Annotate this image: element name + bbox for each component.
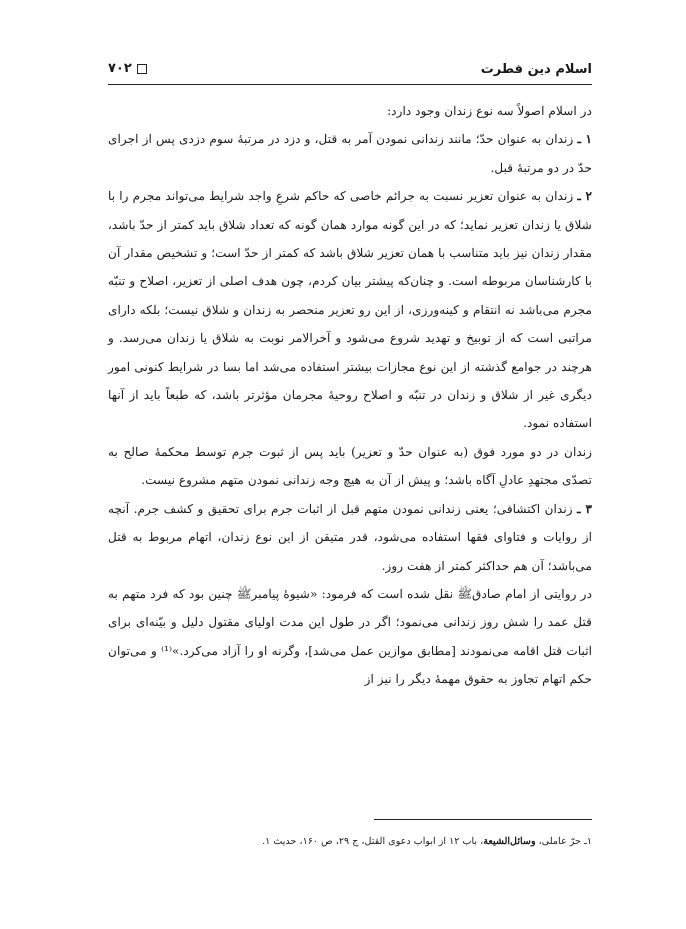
item-3-text: زندان اکتشافی؛ یعنی زندانی نمودن متهم قبل از اثبات جرم برای تحقیق و کشف جرم. آنچه از روایات و فتاوای فقها استفاده می‌شود، قدر متیقن از این نوع زندان، اتهام مربوط به قتل می‌باشد؛ آن هم حداکثر کمتر از هفت روز. (108, 501, 592, 573)
running-header (108, 58, 592, 85)
page-number-block (108, 61, 147, 76)
footnote-divider (374, 819, 592, 820)
body-text (108, 97, 592, 694)
running-title: اسلام دین فطرت (480, 62, 592, 77)
footnote-rest: ، باب ۱۲ از ابواب دعوی القتل، ج ۲۹، ص ۱۶۰، حدیث ۱. (262, 836, 484, 847)
item-1-paragraph (108, 125, 592, 182)
item-3-paragraph (108, 495, 592, 580)
narration-paragraph: در روایتی از امام صادقﷺ نقل شده است که فرمود: «شیوهٔ پیامبرﷺ چنین بود که فرد متهم به قتل عمد را شش روز زندانی می‌نمود؛ اگر در طول این مدت اولیای مقتول دلیل و بیّنه‌ای برای اثبات قتل اقامه می‌نمودند [مطابق موازین عمل می‌شد]، وگرنه او را آزاد می‌کرد.»⁽¹⁾ و می‌توان حکم اتهام تجاوز به حقوق مهمهٔ دیگر را نیز از (108, 586, 592, 687)
item-2-paragraph (108, 182, 592, 438)
item-2-text: زندان به عنوان تعزیر نسبت به جرائم خاصی که حاکم شرعِ واجد شرایط می‌تواند مجرم را با شلاق یا زندان تعزیر نماید؛ که در این گونه موارد همان گونه که تعداد شلاق باید کمتر از حدّ باشد، مقدار زندان نیز باید متناسب با همان تعزیر شلاق باشد که کمتر از حدّ است؛ و تشخیص مقدار آن با کارشناسان مربوطه است. و چنان‌که پیشتر بیان کردم، چون هدف اصلی از تعزیر، اصلاح و تنبّه مجرم می‌باشد نه انتقام و کینه‌ورزی، از این رو تعزیر منحصر به زندان و شلاق نیست؛ بلکه دارای مراتبی است که از توبیخ و تهدید شروع می‌شود و آخرالامر نوبت به شلاق یا زندان می‌رسد. و هرچند در جوامع گذشته از این نوع مجازات بیشتر استفاده می‌شد اما بسا در شرایط کنونی امور دیگری غیر از شلاق و زندان در تنبّه و اصلاح روحیهٔ مجرمان مؤثرتر باشد، که طبعاً باید از آنها استفاده نمود. (108, 189, 592, 431)
footnote-source: وسائل‌الشیعة (483, 836, 536, 847)
item-2-number: ۲ ـ (577, 189, 593, 204)
book-page (108, 58, 592, 878)
footnote-prefix: ۱ـ حرّ عاملی، (535, 836, 592, 847)
footnote (108, 835, 592, 849)
square-bullet-icon (137, 64, 147, 74)
item-3-number: ۳ ـ (577, 501, 592, 516)
page-number: ۷۰۲ (108, 61, 132, 76)
item-1-text: زندان به عنوان حدّ؛ مانند زندانی نمودن آمر به قتل، و دزد در مرتبهٔ سوم دزدی پس از اجرای حدّ در دو مرتبهٔ قبل. (108, 132, 592, 175)
conditions-paragraph: زندان در دو مورد فوق (به عنوان حدّ و تعزیر) باید پس از ثبوت جرم توسط محکمهٔ صالح به تصدّی مجتهدِ عادلِ آگاه باشد؛ و پیش از آن به هیچ وجه زندانی نمودن متهم مشروع نیست. (108, 444, 592, 488)
item-1-number: ۱ ـ (577, 132, 593, 147)
intro-paragraph: در اسلام اصولاً سه نوع زندان وجود دارد: (387, 104, 592, 118)
